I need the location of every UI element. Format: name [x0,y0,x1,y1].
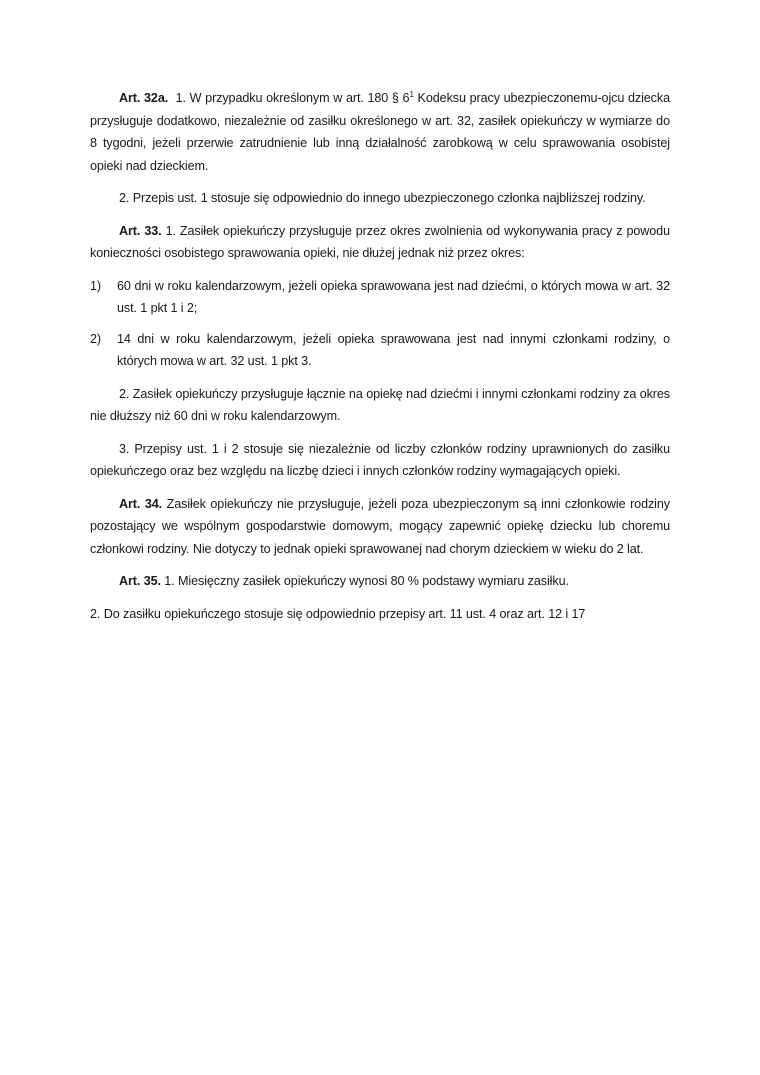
art33-list [90,275,670,373]
art32a-text-end: Kodeksu pracy ubezpieczonemu-ojcu dziecka przysługuje dodatkowo, niezależnie od zasiłku określonego w art. 32, zasiłek opiekuńczy w wymiarze do 8 tygodni, jeżeli przerwie zatrudnienie lub inną działalność zarobkową w celu sprawowania osobistej opieki nad dzieckiem. [90,91,670,173]
art34-text: Zasiłek opiekuńczy nie przysługuje, jeżeli poza ubezpieczonym są inni członkowie rodziny pozostający we wspólnym gospodarstwie domowym, mogący zapewnić opiekę dziecku lub choremu członkowi rodziny. Nie dotyczy to jednak opieki sprawowanej nad chorym dzieckiem w wieku do 2 lat. [90,496,670,556]
art34-paragraph [90,493,670,561]
list-item-number: 2) [90,331,101,346]
document-page [90,87,670,635]
art33-paragraph-2: 2. Zasiłek opiekuńczy przysługuje łącznie na opiekę nad dziećmi i innymi członkami rodziny za okres nie dłuższy niż 60 dni w roku kalendarzowym. [90,386,670,423]
list-item-text: 14 dni w roku kalendarzowym, jeżeli opieka sprawowana jest nad innymi członkami rodziny, o których mowa w art. 32 ust. 1 pkt 3. [117,331,670,368]
art32a-label: Art. 32a. [119,91,169,105]
superscript-marker: 1 [409,89,414,99]
list-item-number: 1) [90,278,101,293]
art33-label: Art. 33. [119,223,162,238]
list-item [90,275,670,320]
art32a-paragraph-2: 2. Przepis ust. 1 stosuje się odpowiednio do innego ubezpieczonego członka najbliższej rodziny. [119,191,646,205]
art35-label: Art. 35. [119,574,161,588]
art34-label: Art. 34. [119,496,163,511]
art35-text: 1. Miesięczny zasiłek opiekuńczy wynosi 80 % podstawy wymiaru zasiłku. [160,574,569,588]
art33-text: 1. Zasiłek opiekuńczy przysługuje przez okres zwolnienia od wykonywania pracy z powodu konieczności osobistego sprawowania opieki, nie dłużej jednak niż przez okres: [90,223,670,260]
art35-paragraph-1 [90,570,670,593]
art32a-paragraph-1 [90,87,670,177]
art35-paragraph-2: 2. Do zasiłku opiekuńczego stosuje się odpowiednio przepisy art. 11 ust. 4 oraz art. 12 i 17 [90,606,586,621]
art33-paragraph-3: 3. Przepisy ust. 1 i 2 stosuje się niezależnie od liczby członków rodziny uprawnionych do zasiłku opiekuńczego oraz bez względu na liczbę dzieci i innych członków rodziny wymagających opieki. [90,441,670,478]
art33-paragraph-1 [90,220,670,265]
list-item-text: 60 dni w roku kalendarzowym, jeżeli opieka sprawowana jest nad dziećmi, o których mowa w art. 32 ust. 1 pkt 1 i 2; [117,278,670,315]
art32a-text-start: 1. W przypadku określonym w art. 180 § 6 [175,91,410,105]
list-item [90,328,670,373]
